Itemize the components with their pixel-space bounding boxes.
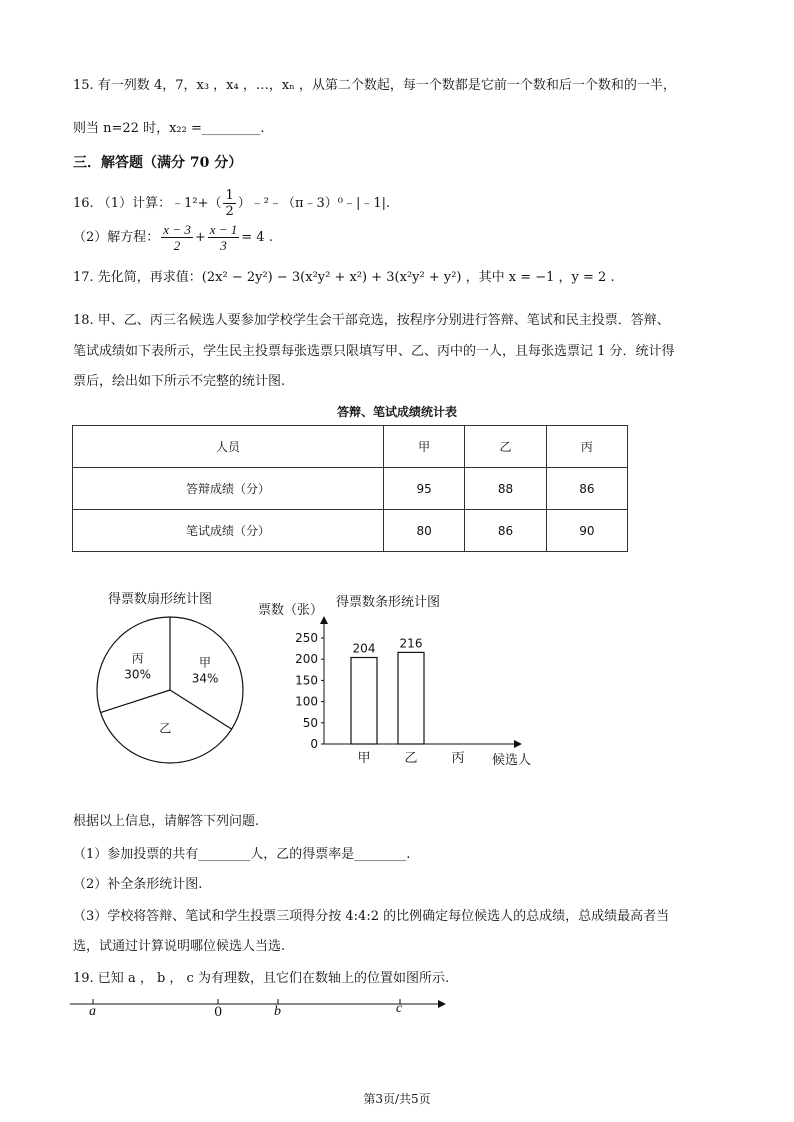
bar-data-label: 216 [399, 636, 423, 651]
table-cell: 95 [384, 468, 465, 510]
q16-part1 [73, 188, 390, 219]
number-line-label-b: b [274, 1004, 281, 1019]
table-title: 答辩、笔试成绩统计表 [336, 405, 457, 419]
fraction-numerator: x − 1 [209, 222, 238, 237]
q18-sub3-line1: （3）学校将答辩、笔试和学生投票三项得分按 4:4:2 的比例确定每位候选人的总成绩，总成绩最高者当 [73, 909, 670, 924]
fraction-denominator: 2 [225, 204, 234, 219]
bar-data-label: 204 [352, 641, 376, 656]
number-line-label-a: a [89, 1004, 96, 1019]
section-title: 三．解答题（满分 70 分） [73, 155, 243, 171]
table-cell: 答辩成绩（分） [73, 468, 384, 510]
bar-1 [398, 652, 424, 744]
number-line [70, 995, 450, 1025]
bar-category-label: 丙 [451, 751, 465, 766]
bar-title: 得票数条形统计图 [336, 595, 441, 610]
score-table [72, 425, 628, 552]
table-cell: 90 [546, 510, 627, 552]
q16-fraction-2 [208, 222, 240, 253]
table-cell: 笔试成绩（分） [73, 510, 384, 552]
number-line-arrow [438, 1000, 446, 1008]
q16-part1-b: ） [237, 196, 251, 211]
q16-plus: + [194, 230, 206, 245]
table-row [73, 510, 628, 552]
table-cell: 86 [546, 468, 627, 510]
bar-y-tick-label: 200 [295, 652, 318, 667]
q16-part1-a: ²+（ [192, 196, 222, 211]
q16-tail: = 4 . [241, 230, 273, 245]
bar-category-label: 甲 [357, 751, 371, 766]
q16-part2-prefix: （2）解方程： [73, 230, 160, 245]
q15-line2: 则当 n=22 时，x₂₂ =_________. [73, 121, 265, 136]
pie-label-bing: 丙 [131, 651, 144, 666]
pie-label-yi: 乙 [159, 721, 172, 736]
table-header-cell: 人员 [73, 426, 384, 468]
pie-slice-boundary [170, 690, 232, 729]
table-cell: 88 [465, 468, 546, 510]
q17-text: 17. 先化简，再求值：(2x² − 2y²) − 3(x²y² + x²) + 3(x²y² + y²) ，其中 x = −1 ，y = 2 . [73, 270, 615, 285]
bar-category-label: 乙 [404, 751, 418, 766]
pie-value-jia: 34% [191, 671, 219, 686]
bar-ylabel: 票数（张） [258, 603, 324, 618]
q19-text: 19. 已知 a ， b ， c 为有理数，且它们在数轴上的位置如图所示. [73, 971, 450, 986]
q18-sub2: （2）补全条形统计图. [73, 877, 203, 892]
pie-label-jia: 甲 [199, 655, 212, 670]
fraction-denominator: 3 [220, 238, 227, 253]
pie-value-bing: 30% [124, 667, 151, 682]
fraction-numerator: x − 3 [163, 222, 191, 237]
bar-chart [252, 588, 552, 778]
pie-slice-boundary [101, 690, 170, 713]
pie-chart [90, 610, 250, 770]
q16-fraction-1 [161, 222, 193, 253]
q16-half-fraction [223, 188, 235, 219]
table-row [73, 468, 628, 510]
q16-part1-prefix: 16. （1）计算：﹣1 [73, 196, 193, 211]
fraction-numerator: 1 [225, 188, 234, 203]
bar-xlabel: 候选人 [492, 753, 532, 768]
q16-part2 [73, 222, 273, 253]
bar-y-tick-label: 100 [295, 694, 318, 709]
q18-line3: 票后，绘出如下所示不完整的统计图. [73, 374, 286, 389]
q18-after: 根据以上信息，请解答下列问题. [73, 814, 260, 829]
table-header-cell: 乙 [465, 426, 546, 468]
pie-title: 得票数扇形统计图 [108, 592, 213, 607]
table-header-cell: 丙 [546, 426, 627, 468]
bar-0 [351, 658, 377, 744]
q18-sub3-line2: 选，试通过计算说明哪位候选人当选. [73, 939, 286, 954]
table-cell: 86 [465, 510, 546, 552]
table-header-row [73, 426, 628, 468]
table-header-cell: 甲 [384, 426, 465, 468]
fraction-denominator: 2 [173, 238, 181, 253]
table-cell: 80 [384, 510, 465, 552]
q15-line1: 15. 有一列数 4，7，x₃ ，x₄ ，…，xₙ ，从第二个数起，每一个数都是它前一个数和后一个数和的一半， [73, 78, 676, 93]
page-footer: 第3页/共5页 [363, 1092, 431, 1106]
bar-x-arrow [514, 740, 522, 748]
bar-y-tick-label: 150 [295, 673, 318, 688]
number-line-label-c: c [396, 1001, 403, 1016]
q18-line1: 18. 甲、乙、丙三名候选人要参加学校学生会干部竞选，按程序分别进行答辩、笔试和民主投票．答辩、 [73, 313, 670, 328]
bar-y-tick-label: 0 [310, 737, 318, 751]
q16-part1-c: ﹣²﹣（π﹣3）⁰﹣|﹣1|. [250, 196, 391, 211]
number-line-label-0: 0 [214, 1005, 223, 1020]
bar-y-tick-label: 250 [295, 631, 318, 645]
q18-line2: 笔试成绩如下表所示，学生民主投票每张选票只限填写甲、乙、丙中的一人，且每张选票记 1 分．统计得 [73, 344, 675, 359]
q18-sub1: （1）参加投票的共有________人，乙的得票率是________. [73, 847, 411, 862]
bar-y-tick-label: 50 [302, 715, 318, 730]
